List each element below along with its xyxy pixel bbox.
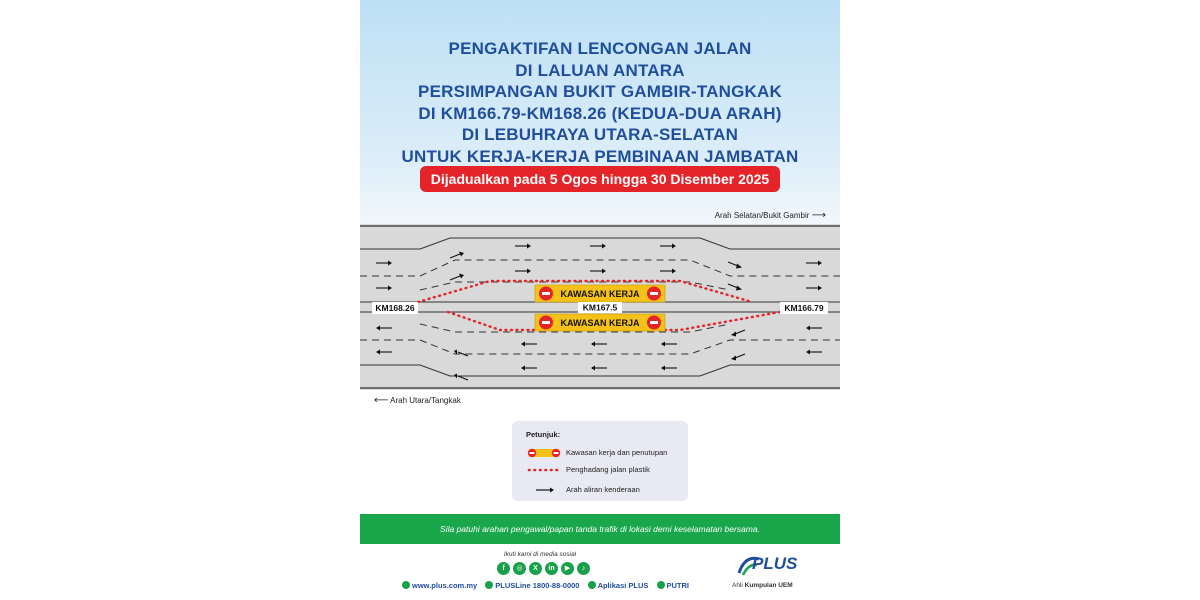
legend-label: Kawasan kerja dan penutupan — [566, 448, 668, 457]
direction-south-label: Arah Selatan/Bukit Gambir — [714, 211, 810, 220]
title-line: PENGAKTIFAN LENCONGAN JALAN — [448, 39, 752, 58]
plusline-link[interactable]: PLUSLine 1800-88-0000 — [485, 581, 579, 590]
title-line: DI LALUAN ANTARA — [515, 60, 685, 80]
work-zone-sign — [535, 314, 665, 331]
work-zone-label: KAWASAN KERJA — [560, 289, 640, 299]
km-left-label: KM168.26 — [375, 303, 415, 313]
road-diagram — [360, 224, 840, 390]
member-note — [732, 582, 793, 589]
chat-icon — [657, 581, 665, 589]
direction-north-label: Arah Utara/Tangkak — [390, 396, 461, 405]
legend-title: Petunjuk: — [526, 430, 561, 439]
legend-item — [512, 483, 688, 497]
globe-icon — [402, 581, 410, 589]
member-prefix: Ahli — [732, 582, 743, 589]
work-zone-closure-icon — [526, 446, 566, 460]
poster — [360, 0, 840, 600]
safety-notice: Sila patuhi arahan pengawal/papan tanda trafik di lokasi demi keselamatan bersama. — [360, 514, 840, 544]
traffic-flow-arrow-icon — [526, 483, 566, 497]
tiktok-icon[interactable]: ♪ — [577, 562, 590, 575]
title-line: DI KM166.79-KM168.26 (KEDUA-DUA ARAH) — [418, 103, 782, 123]
linkedin-icon[interactable]: in — [545, 562, 558, 575]
work-zone-label: KAWASAN KERJA — [560, 318, 640, 328]
km-center-label: KM167.5 — [582, 302, 618, 313]
phone-icon — [485, 581, 493, 589]
km-right-label: KM166.79 — [784, 303, 824, 313]
app-link[interactable]: Aplikasi PLUS — [588, 581, 649, 590]
legend-label: Arah aliran kenderaan — [566, 485, 640, 494]
facebook-icon[interactable]: f — [497, 562, 510, 575]
title-line: PERSIMPANGAN BUKIT GAMBIR-TANGKAK — [418, 82, 782, 101]
page-title — [370, 38, 830, 167]
legend-label: Penghadang jalan plastik — [566, 465, 650, 474]
website-link[interactable]: www.plus.com.my — [402, 581, 477, 590]
title-line: DI LEBUHRAYA UTARA-SELATAN — [461, 125, 739, 144]
direction-south — [715, 210, 826, 221]
social-title: Ikuti kami di media sosial — [503, 551, 577, 558]
x-icon[interactable]: X — [529, 562, 542, 575]
arrow-left-icon: ⟵ — [374, 395, 389, 406]
putri-link[interactable]: PUTRI — [657, 581, 690, 590]
work-zone-sign — [535, 285, 665, 302]
direction-north — [374, 395, 461, 406]
schedule-banner: Dijadualkan pada 5 Ogos hingga 30 Disember 2025 — [420, 166, 780, 192]
social-icons — [497, 562, 590, 576]
member-name: Kumpulan UEM — [744, 582, 793, 589]
arrow-right-icon: ⟶ — [811, 210, 826, 221]
legend-item — [512, 446, 688, 460]
legend-item — [512, 463, 688, 477]
app-icon — [588, 581, 596, 589]
contact-links — [402, 581, 695, 590]
legend — [512, 421, 688, 501]
youtube-icon[interactable]: ▶ — [561, 562, 574, 575]
instagram-icon[interactable]: ◎ — [513, 562, 526, 575]
title-line: UNTUK KERJA-KERJA PEMBINAAN JAMBATAN — [401, 146, 799, 166]
plus-logo: PLUS — [752, 554, 798, 573]
plastic-barrier-icon — [526, 463, 566, 477]
